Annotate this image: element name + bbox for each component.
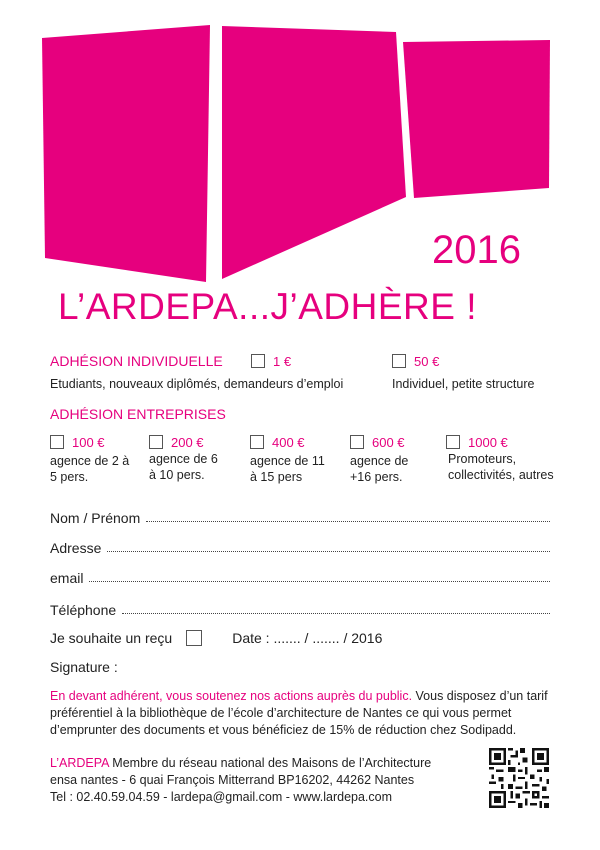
price-label: 400 € — [272, 435, 305, 450]
field-label: Téléphone — [50, 602, 117, 618]
desc-line: collectivités, autres — [448, 468, 554, 482]
logo-panel-right — [403, 40, 550, 198]
org-name: L’ARDEPA — [50, 756, 109, 770]
checkbox[interactable] — [392, 354, 406, 368]
option-entreprise-200[interactable] — [149, 435, 204, 450]
desc-line: Promoteurs, — [448, 452, 517, 466]
section-title-entreprises: ADHÉSION ENTREPRISES — [50, 406, 226, 422]
receipt-label: Je souhaite un reçu — [50, 630, 173, 646]
option-desc — [149, 451, 218, 483]
dotted-line[interactable] — [146, 520, 550, 522]
checkbox[interactable] — [149, 435, 163, 449]
checkbox[interactable] — [50, 435, 64, 449]
member-text: Membre du réseau national des Maisons de l’Architecture — [108, 756, 432, 770]
checkbox[interactable] — [251, 354, 265, 368]
desc-line: 5 pers. — [50, 470, 89, 484]
address-field[interactable] — [50, 536, 550, 556]
field-label: Nom / Prénom — [50, 510, 141, 526]
logo-panel-middle — [222, 26, 406, 279]
checkbox[interactable] — [446, 435, 460, 449]
desc-line: agence de — [350, 454, 409, 468]
dotted-line[interactable] — [107, 550, 550, 552]
email-field[interactable] — [50, 566, 550, 586]
dotted-line[interactable] — [122, 612, 550, 614]
price-label: 50 € — [414, 354, 440, 369]
price-label: 600 € — [372, 435, 405, 450]
field-label: Adresse — [50, 540, 102, 556]
checkbox[interactable] — [250, 435, 264, 449]
checkbox[interactable] — [350, 435, 364, 449]
price-label: 1 € — [273, 354, 292, 369]
option-individuel-1[interactable] — [251, 354, 291, 369]
desc-line: à 10 pers. — [149, 468, 205, 482]
receipt-checkbox[interactable] — [186, 630, 202, 646]
section-title-individuelle: ADHÉSION INDIVIDUELLE — [50, 353, 223, 369]
option-entreprise-1000[interactable] — [446, 435, 508, 450]
option-entreprise-100[interactable] — [50, 435, 105, 450]
option-desc — [448, 451, 554, 483]
receipt-row — [50, 630, 382, 646]
option-desc — [350, 453, 408, 485]
date-field[interactable]: Date : ....... / ....... / 2016 — [232, 630, 383, 646]
option-entreprise-400[interactable] — [250, 435, 305, 450]
desc-line: à 15 pers — [250, 470, 303, 484]
price-label: 200 € — [171, 435, 204, 450]
desc-line: agence de 6 — [149, 452, 218, 466]
year-label: 2016 — [432, 228, 521, 272]
qr-code-icon[interactable] — [489, 748, 549, 808]
option-individuel-50[interactable] — [392, 354, 439, 369]
info-highlight: En devant adhérent, vous soutenez nos actions auprès du public. — [50, 689, 413, 703]
dotted-line[interactable] — [89, 580, 550, 582]
footer-address: ensa nantes - 6 quai François Mitterrand BP16202, 44262 Nantes — [50, 773, 415, 787]
option-desc — [50, 453, 129, 485]
option-entreprise-600[interactable] — [350, 435, 405, 450]
footer-contact: Tel : 02.40.59.04.59 - lardepa@gmail.com - www.lardepa.com — [50, 790, 393, 804]
desc-line: +16 pers. — [350, 470, 403, 484]
field-label: email — [50, 570, 84, 586]
price-label: 100 € — [72, 435, 105, 450]
desc-line: agence de 11 — [250, 454, 325, 468]
info-paragraph — [50, 688, 570, 739]
option-desc — [250, 453, 325, 485]
price-label: 1000 € — [468, 435, 508, 450]
option-desc: Etudiants, nouveaux diplômés, demandeurs d’emploi — [50, 377, 344, 391]
logo-panel-left — [42, 25, 210, 282]
footer-line-1 — [50, 756, 431, 770]
name-field[interactable] — [50, 506, 550, 526]
signature-label: Signature : — [50, 659, 118, 675]
option-desc: Individuel, petite structure — [392, 377, 535, 391]
desc-line: agence de 2 à — [50, 454, 130, 468]
info-text: Vous disposez d’un tarif préférentiel à la bibliothèque de l’école d’architecture de Nantes ce qui vous permet d’emprunter des documents et vous bénéficiez de 15% de réduction chez Sodipadd. — [50, 689, 548, 737]
phone-field[interactable] — [50, 598, 550, 618]
page-title: L’ARDEPA...J’ADHÈRE ! — [58, 286, 477, 327]
